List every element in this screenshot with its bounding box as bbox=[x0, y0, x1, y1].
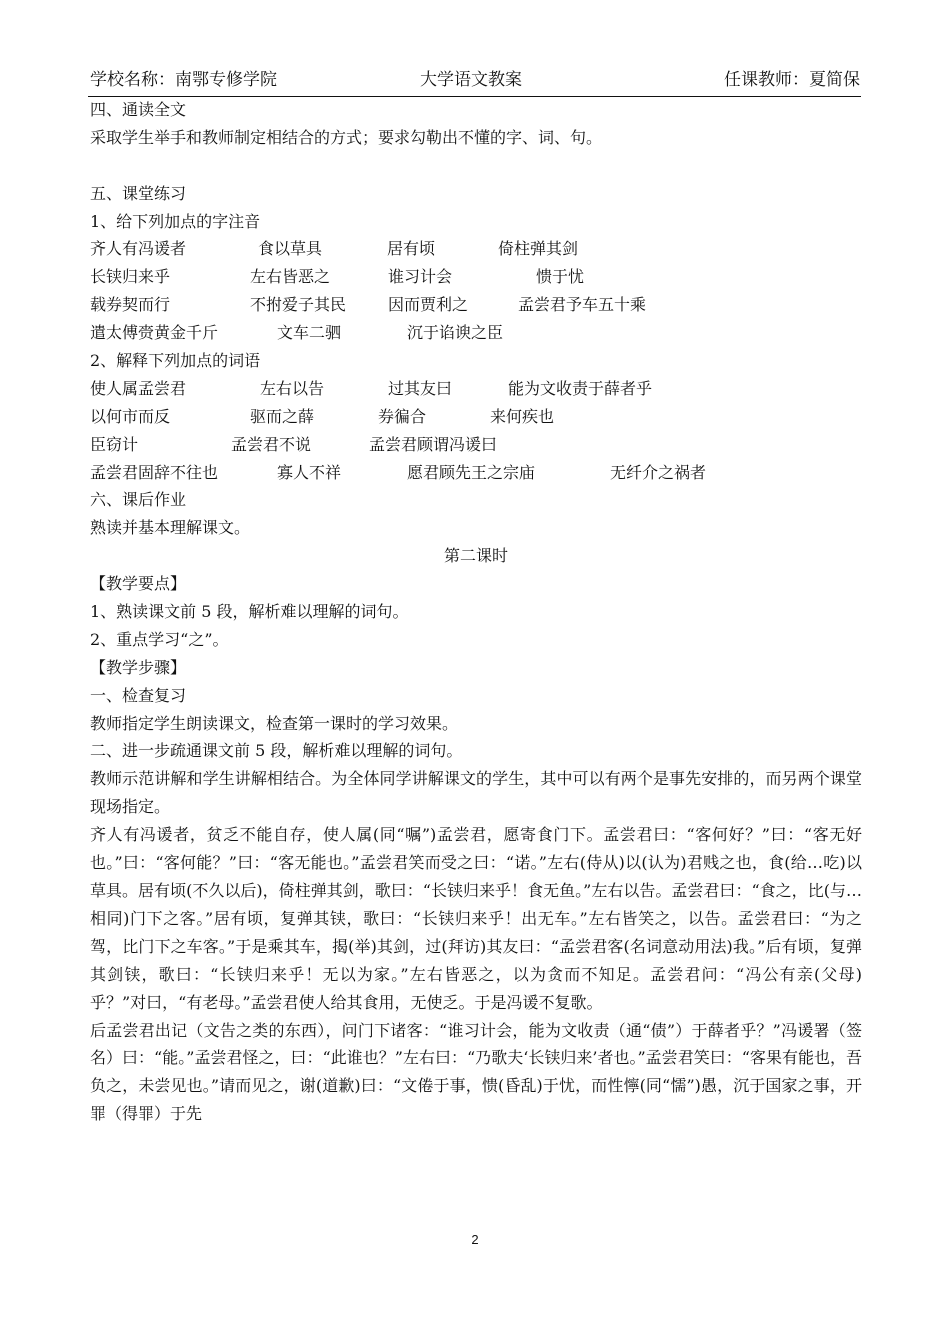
document-title: 大学语文教案 bbox=[420, 70, 522, 90]
exercise-item: 遣太傅赍黄金千斤 bbox=[90, 323, 219, 343]
steps-heading: 【教学步骤】 bbox=[90, 657, 187, 677]
passage-paragraph-2: 后孟尝君出记（文告之类的东西），问门下诸客：“谁习计会，能为文收责（通“债”）于薛者乎？”冯谖署（签名）曰：“能。”孟尝君怪之，曰：“此谁也？”左右曰：“乃歌夫‘长铗归来’者也。”孟尝君笑曰：“客果有能也，吾负之，未尝见也。”请而见之，谢(道歉)曰：“文倦于事，愦(昏乱)于忧，而性懧(同“懦”)愚，沉于国家之事，开罪（得罪）于先 bbox=[90, 1020, 862, 1124]
exercise-1-row bbox=[90, 263, 862, 291]
exercise-item: 不拊爱子其民 bbox=[250, 295, 347, 315]
exercise-item: 臣窃计 bbox=[90, 434, 139, 454]
exercise-item: 驱而之薛 bbox=[250, 406, 315, 426]
section-4-text: 采取学生举手和教师制定相结合的方式；要求勾勒出不懂的字、词、句。 bbox=[90, 127, 603, 147]
exercise-item: 孟尝君予车五十乘 bbox=[518, 295, 647, 315]
exercise-2-row bbox=[90, 431, 862, 459]
exercise-item: 愿君顾先王之宗庙 bbox=[407, 462, 536, 482]
exercise-item: 食以草具 bbox=[258, 239, 323, 259]
school-name: 学校名称：南鄂专修学院 bbox=[90, 70, 277, 90]
exercise-item: 左右皆恶之 bbox=[250, 267, 331, 287]
section-6-text: 熟读并基本理解课文。 bbox=[90, 518, 251, 538]
teacher-name: 任课教师：夏简保 bbox=[724, 70, 860, 90]
exercise-item: 券徧合 bbox=[378, 406, 427, 426]
exercise-item: 因而贾利之 bbox=[388, 295, 469, 315]
document-body bbox=[90, 96, 862, 1128]
page-number: 2 bbox=[471, 1232, 479, 1247]
exercise-item: 长铗归来乎 bbox=[90, 267, 171, 287]
exercise-item: 齐人有冯谖者 bbox=[90, 239, 187, 259]
section-5-title: 五、课堂练习 bbox=[90, 183, 187, 203]
key-point-2: 2、重点学习“之”。 bbox=[90, 629, 229, 649]
exercise-item: 以何市而反 bbox=[90, 406, 171, 426]
page-header bbox=[90, 66, 860, 94]
exercise-1-row bbox=[90, 235, 862, 263]
step-2-title: 二、进一步疏通课文前 5 段，解析难以理解的词句。 bbox=[90, 741, 463, 761]
exercise-item: 居有顷 bbox=[387, 239, 436, 259]
exercise-item: 谁习计会 bbox=[388, 267, 453, 287]
key-points-heading: 【教学要点】 bbox=[90, 574, 187, 594]
key-point-1: 1、熟读课文前 5 段，解析难以理解的词句。 bbox=[90, 602, 409, 622]
exercise-item: 能为文收责于薛者乎 bbox=[508, 378, 653, 398]
exercise-item: 文车二驷 bbox=[277, 323, 342, 343]
exercise-item: 孟尝君不说 bbox=[231, 434, 312, 454]
exercise-item: 使人属孟尝君 bbox=[90, 378, 187, 398]
exercise-item: 过其友曰 bbox=[388, 378, 453, 398]
exercise-1-row bbox=[90, 319, 862, 347]
lesson-2-title: 第二课时 bbox=[443, 546, 508, 566]
exercise-item: 寡人不祥 bbox=[277, 462, 342, 482]
exercise-item: 左右以告 bbox=[260, 378, 325, 398]
exercise-item: 沉于谄谀之臣 bbox=[407, 323, 504, 343]
exercise-item: 来何疾也 bbox=[490, 406, 555, 426]
exercise-item: 孟尝君顾谓冯谖曰 bbox=[369, 434, 498, 454]
exercise-item: 愦于忧 bbox=[536, 267, 585, 287]
exercise-2-row bbox=[90, 459, 862, 487]
step-1-text: 教师指定学生朗读课文，检查第一课时的学习效果。 bbox=[90, 713, 459, 733]
step-2-text: 教师示范讲解和学生讲解相结合。为全体同学讲解课文的学生，其中可以有两个是事先安排的，而另两个课堂现场指定。 bbox=[90, 769, 862, 817]
section-4-title: 四、通读全文 bbox=[90, 100, 187, 119]
step-1-title: 一、检查复习 bbox=[90, 685, 187, 705]
passage-paragraph-1: 齐人有冯谖者，贫乏不能自存，使人属(同“嘱”)孟尝君，愿寄食门下。孟尝君曰：“客何好？”曰：“客无好也。”曰：“客何能？”曰：“客无能也。”孟尝君笑而受之曰：“诺。”左右(侍从)以(认为)君贱之也，食(给…吃)以草具。居有顷(不久以后)，倚柱弹其剑，歌曰：“长铗归来乎！食无鱼。”左右以告。孟尝君曰：“食之，比(与…相同)门下之客。”居有顷，复弹其铗，歌曰：“长铗归来乎！出无车。”左右皆笑之，以告。孟尝君曰：“为之驾，比门下之车客。”于是乘其车，揭(举)其剑，过(拜访)其友曰：“孟尝君客(名词意动用法)我。”后有顷，复弹其剑铗，歌曰：“长铗归来乎！无以为家。”左右皆恶之，以为贪而不知足。孟尝君问：“冯公有亲(父母)乎？”对曰，“有老母。”孟尝君使人给其食用，无使乏。于是冯谖不复歌。 bbox=[90, 825, 862, 1012]
blank-line bbox=[90, 152, 862, 180]
exercise-item: 孟尝君固辞不往也 bbox=[90, 462, 219, 482]
exercise-2-title: 2、解释下列加点的词语 bbox=[90, 351, 261, 371]
exercise-item: 载券契而行 bbox=[90, 295, 171, 315]
exercise-1-title: 1、给下列加点的字注音 bbox=[90, 211, 261, 231]
exercise-item: 倚柱弹其剑 bbox=[498, 239, 579, 259]
exercise-2-row bbox=[90, 403, 862, 431]
exercise-2-row bbox=[90, 375, 862, 403]
exercise-item: 无纤介之祸者 bbox=[610, 462, 707, 482]
exercise-1-row bbox=[90, 291, 862, 319]
section-6-title: 六、课后作业 bbox=[90, 490, 187, 510]
